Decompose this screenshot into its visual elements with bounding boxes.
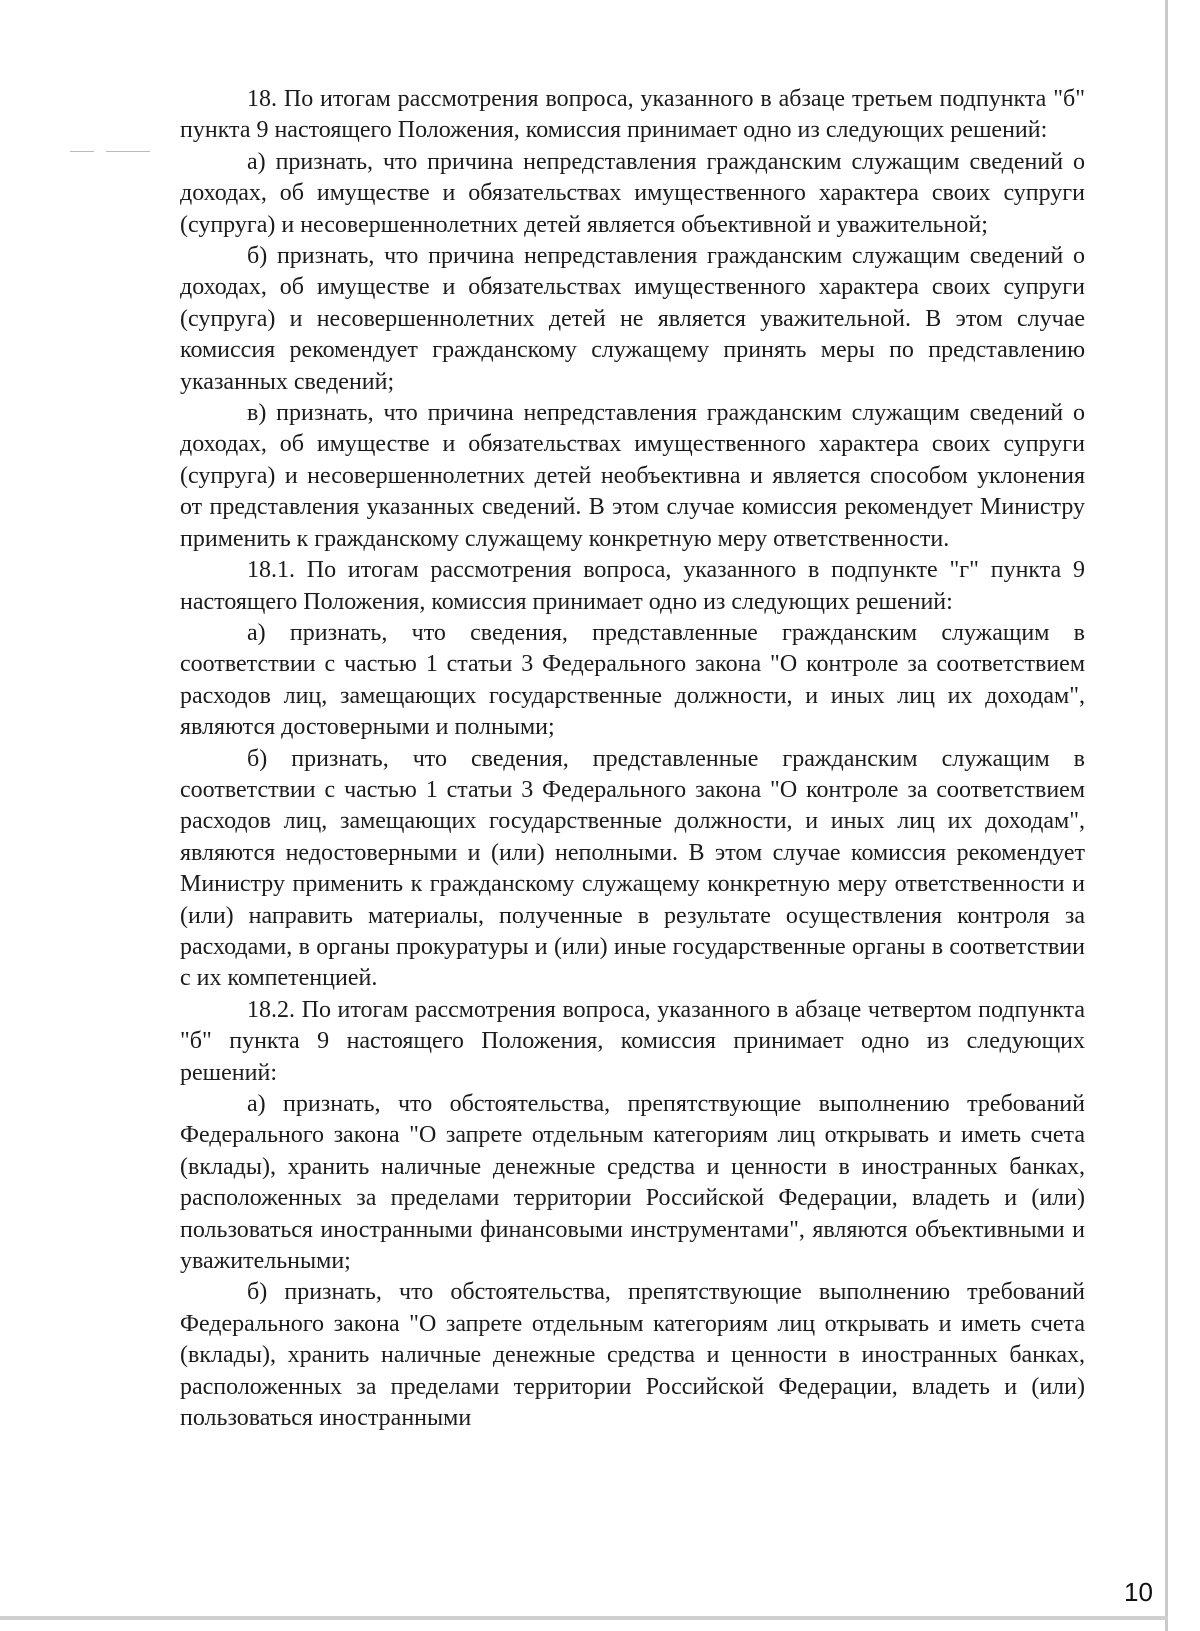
paragraph-18-1: 18.1. По итогам рассмотрения вопроса, указанного в подпункте "г" пункта 9 настоящего Положения, комиссия принимает одно из следующих решений: [180, 557, 1085, 615]
paragraph-18-2-a: а) признать, что обстоятельства, препятствующие выполнению требований Федерального закона "О запрете отдельным категориям лиц открывать и иметь счета (вклады), хранить наличные денежные средства и ценности в иностранных банках, расположенных за пределами территории Российской Федерации, владеть и (или) пользоваться иностранными финансовыми инструментами", являются объективными и уважительными; [180, 1091, 1085, 1275]
paragraph-18-1-b: б) признать, что сведения, представленные гражданским служащим в соответствии с частью 1 статьи 3 Федерального закона "О контроле за соответствием расходов лиц, замещающих государственные должности, и иных лиц их доходам", являются недостоверными и (или) неполными. В этом случае комиссия рекомендует Министру применить к гражданскому служащему конкретную меру ответственности и (или) направить материалы, полученные в результате осуществления контроля за расходами, в органы прокуратуры и (или) иные государственные органы в соответствии с их компетенцией. [180, 745, 1085, 992]
page-right-edge [1165, 0, 1200, 1631]
document-body [180, 84, 1085, 1434]
page-number: 10 [1124, 1577, 1153, 1607]
paragraph-18-a: а) признать, что причина непредставления гражданским служащим сведений о доходах, об имуществе и обязательствах имущественного характера своих супруги (супруга) и несовершеннолетних детей является объективной и уважительной; [180, 148, 1085, 238]
paragraph-18-b: б) признать, что причина непредставления гражданским служащим сведений о доходах, об имуществе и обязательствах имущественного характера своих супруги (супруга) и несовершеннолетних детей не является уважительной. В этом случае комиссия рекомендует гражданскому служащему принять меры по представлению указанных сведений; [180, 243, 1085, 395]
page-bottom-edge [0, 1616, 1168, 1620]
paragraph-18: 18. По итогам рассмотрения вопроса, указанного в абзаце третьем подпункта "б" пункта 9 настоящего Положения, комиссия принимает одно из следующих решений: [180, 86, 1085, 144]
scan-artifact-mark [70, 151, 150, 152]
paragraph-18-1-a: а) признать, что сведения, представленные гражданским служащим в соответствии с частью 1 статьи 3 Федерального закона "О контроле за соответствием расходов лиц, замещающих государственные должности, и иных лиц их доходам", являются достоверными и полными; [180, 619, 1085, 741]
paragraph-18-2: 18.2. По итогам рассмотрения вопроса, указанного в абзаце четвертом подпункта "б" пункта 9 настоящего Положения, комиссия принимает одно из следующих решений: [180, 996, 1085, 1086]
paragraph-18-2-b: б) признать, что обстоятельства, препятствующие выполнению требований Федерального закона "О запрете отдельным категориям лиц открывать и иметь счета (вклады), хранить наличные денежные средства и ценности в иностранных банках, расположенных за пределами территории Российской Федерации, владеть и (или) пользоваться иностранными [180, 1279, 1085, 1432]
paragraph-18-v: в) признать, что причина непредставления гражданским служащим сведений о доходах, об имуществе и обязательствах имущественного характера своих супруги (супруга) и несовершеннолетних детей необъективна и является способом уклонения от представления указанных сведений. В этом случае комиссия рекомендует Министру применить к гражданскому служащему конкретную меру ответственности. [180, 400, 1085, 552]
